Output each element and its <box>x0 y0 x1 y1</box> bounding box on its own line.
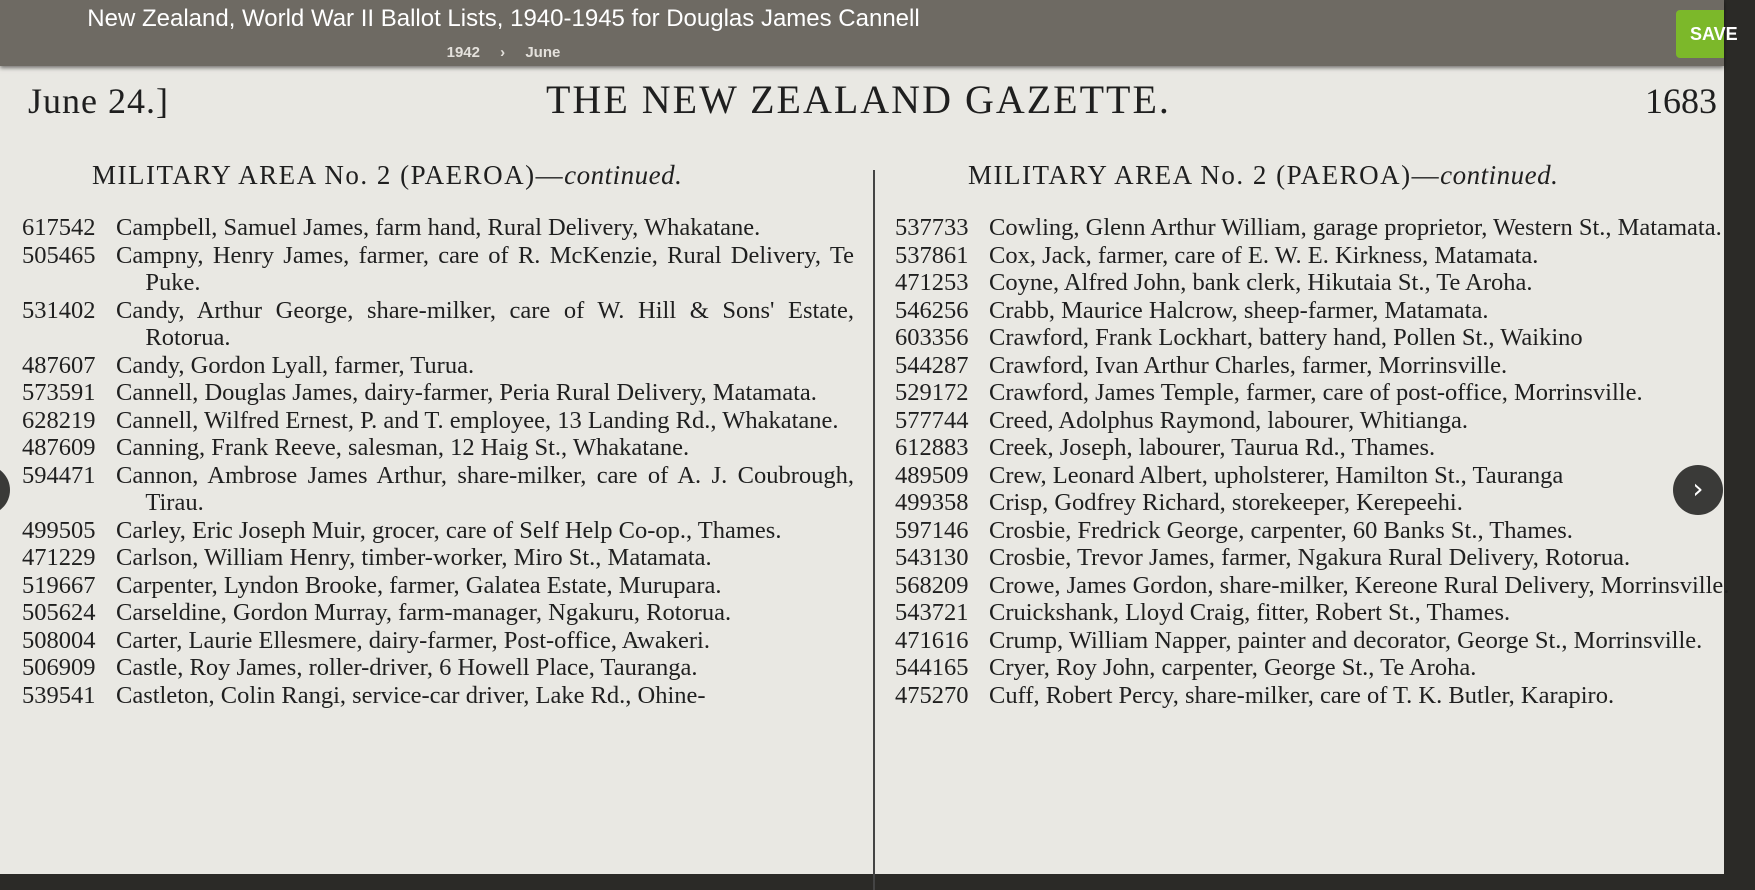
ballot-entry <box>895 544 1755 572</box>
record-header <box>0 0 1738 66</box>
ballot-number: 628219 <box>22 406 96 434</box>
ballot-details: Coyne, Alfred John, bank clerk, Hikutaia St., Te Aroha. <box>989 269 1533 296</box>
ballot-number: 475270 <box>895 681 969 709</box>
ballot-entry <box>895 462 1755 490</box>
ballot-entry <box>22 654 854 682</box>
ballot-number: 577744 <box>895 406 969 434</box>
ballot-number: 537733 <box>895 214 969 241</box>
ballot-entry <box>895 214 1755 242</box>
ballot-entry <box>22 214 854 242</box>
ballot-details: Carseldine, Gordon Murray, farm-manager, Ngakuru, Rotorua. <box>116 599 732 626</box>
ballot-number: 505465 <box>22 241 96 269</box>
ballot-details: Carpenter, Lyndon Brooke, farmer, Galatea Estate, Murupara. <box>116 571 722 599</box>
ballot-details: Crawford, James Temple, farmer, care of post-office, Morrinsville. <box>989 379 1643 406</box>
breadcrumb <box>0 44 1007 61</box>
ballot-entry <box>22 242 854 297</box>
ballot-details: Crisp, Godfrey Richard, storekeeper, Kerepeehi. <box>989 489 1463 516</box>
ballot-entry <box>895 517 1755 545</box>
ballot-entry <box>895 297 1755 325</box>
ballot-entry <box>895 599 1755 627</box>
ballot-entry <box>22 352 854 380</box>
ballot-number: 573591 <box>22 379 96 406</box>
left-column-heading <box>92 160 682 191</box>
ballot-entry <box>22 627 854 655</box>
breadcrumb-separator: › <box>500 44 506 61</box>
ballot-number: 471229 <box>22 544 96 571</box>
ballot-details: Creek, Joseph, labourer, Taurua Rd., Thames. <box>989 434 1436 461</box>
ballot-number: 603356 <box>895 324 969 351</box>
ballot-number: 597146 <box>895 516 969 544</box>
gazette-page-number: 1683 <box>1645 81 1717 121</box>
breadcrumb-month[interactable]: June <box>525 44 561 61</box>
ballot-details: Campbell, Samuel James, farm hand, Rural Delivery, Whakatane. <box>116 214 761 241</box>
ballot-number: 489509 <box>895 461 969 489</box>
ballot-details: Crawford, Ivan Arthur Charles, farmer, Morrinsville. <box>989 351 1508 379</box>
ballot-entry <box>22 682 854 710</box>
ballot-details: Carter, Laurie Ellesmere, dairy-farmer, Post-office, Awakeri. <box>116 626 710 654</box>
record-title: New Zealand, World War II Ballot Lists, 1940-1945 for Douglas James Cannell <box>87 5 920 32</box>
ballot-entry <box>895 324 1755 352</box>
ballot-number: 617542 <box>22 214 96 241</box>
save-button[interactable]: SAVE <box>1676 10 1724 58</box>
right-heading-italic: continued. <box>1440 160 1559 190</box>
ballot-details: Candy, Arthur George, share-milker, care of W. Hill & Sons' Estate, Rotorua. <box>116 296 854 351</box>
ballot-number: 471616 <box>895 626 969 654</box>
ballot-details: Crowe, James Gordon, share-milker, Kereone Rural Delivery, Morrinsville. <box>989 571 1730 599</box>
ballot-entry <box>22 544 854 572</box>
ballot-number: 544165 <box>895 654 969 681</box>
ballot-number: 499505 <box>22 516 96 544</box>
ballot-entry <box>895 352 1755 380</box>
ballot-number: 508004 <box>22 626 96 654</box>
ballot-number: 594471 <box>22 461 96 489</box>
left-heading-italic: continued. <box>564 160 683 190</box>
ballot-entry <box>895 242 1755 270</box>
ballot-details: Crosbie, Trevor James, farmer, Ngakura Rural Delivery, Rotorua. <box>989 544 1631 571</box>
ballot-details: Cryer, Roy John, carpenter, George St., Te Aroha. <box>989 654 1477 681</box>
ballot-number: 487609 <box>22 434 96 461</box>
left-column-entries <box>22 214 854 709</box>
ballot-number: 612883 <box>895 434 969 461</box>
next-page-button[interactable] <box>1673 465 1723 515</box>
ballot-entry <box>895 407 1755 435</box>
ballot-details: Creed, Adolphus Raymond, labourer, Whitianga. <box>989 406 1468 434</box>
ballot-details: Cox, Jack, farmer, care of E. W. E. Kirkness, Matamata. <box>989 241 1539 269</box>
ballot-entry <box>895 627 1755 655</box>
ballot-entry <box>22 297 854 352</box>
document-image-viewer[interactable] <box>0 66 1730 874</box>
right-column-entries <box>895 214 1755 709</box>
ballot-entry <box>22 599 854 627</box>
ballot-details: Campny, Henry James, farmer, care of R. McKenzie, Rural Delivery, Te Puke. <box>116 241 854 296</box>
ballot-details: Cruickshank, Lloyd Craig, fitter, Robert St., Thames. <box>989 599 1511 626</box>
ballot-entry <box>895 434 1755 462</box>
ballot-number: 546256 <box>895 296 969 324</box>
ballot-details: Carley, Eric Joseph Muir, grocer, care of Self Help Co-op., Thames. <box>116 516 782 544</box>
ballot-entry <box>22 379 854 407</box>
gazette-title: THE NEW ZEALAND GAZETTE. <box>546 77 1171 122</box>
ballot-entry <box>895 654 1755 682</box>
breadcrumb-year[interactable]: 1942 <box>446 44 480 61</box>
ballot-details: Crabb, Maurice Halcrow, sheep-farmer, Matamata. <box>989 296 1489 324</box>
ballot-entry <box>895 379 1755 407</box>
chevron-right-icon: › <box>1692 472 1704 505</box>
right-heading-text: MILITARY AREA No. 2 (PAEROA)— <box>968 160 1441 190</box>
ballot-number: 531402 <box>22 296 96 324</box>
ballot-number: 487607 <box>22 351 96 379</box>
gazette-date: June 24.] <box>28 81 169 121</box>
right-column-heading <box>968 160 1558 191</box>
ballot-number: 505624 <box>22 599 96 626</box>
ballot-number: 499358 <box>895 489 969 516</box>
ballot-details: Cuff, Robert Percy, share-milker, care of T. K. Butler, Karapiro. <box>989 681 1615 709</box>
column-divider <box>873 170 875 890</box>
ballot-entry <box>895 269 1755 297</box>
ballot-details: Crosbie, Fredrick George, carpenter, 60 Banks St., Thames. <box>989 516 1573 544</box>
ballot-number: 471253 <box>895 269 969 296</box>
ballot-details: Canning, Frank Reeve, salesman, 12 Haig St., Whakatane. <box>116 434 690 461</box>
ballot-details: Carlson, William Henry, timber-worker, Miro St., Matamata. <box>116 544 712 571</box>
ballot-details: Castle, Roy James, roller-driver, 6 Howell Place, Tauranga. <box>116 654 698 681</box>
ballot-details: Cannell, Douglas James, dairy-farmer, Peria Rural Delivery, Matamata. <box>116 379 817 406</box>
ballot-details: Castleton, Colin Rangi, service-car driver, Lake Rd., Ohine- <box>116 681 706 709</box>
ballot-details: Candy, Gordon Lyall, farmer, Turua. <box>116 351 475 379</box>
ballot-details: Crawford, Frank Lockhart, battery hand, Pollen St., Waikino <box>989 324 1583 351</box>
ballot-number: 537861 <box>895 241 969 269</box>
ballot-details: Cowling, Glenn Arthur William, garage proprietor, Western St., Matamata. <box>989 214 1722 241</box>
ballot-number: 543721 <box>895 599 969 626</box>
left-heading-text: MILITARY AREA No. 2 (PAEROA)— <box>92 160 565 190</box>
ballot-details: Crew, Leonard Albert, upholsterer, Hamilton St., Tauranga <box>989 461 1564 489</box>
ballot-entry <box>22 517 854 545</box>
ballot-entry <box>22 572 854 600</box>
ballot-entry <box>22 462 854 517</box>
ballot-number: 519667 <box>22 571 96 599</box>
ballot-number: 529172 <box>895 379 969 406</box>
ballot-entry <box>22 434 854 462</box>
ballot-entry <box>895 682 1755 710</box>
ballot-number: 543130 <box>895 544 969 571</box>
ballot-details: Cannon, Ambrose James Arthur, share-milker, care of A. J. Coubrough, Tirau. <box>116 461 854 516</box>
ballot-number: 568209 <box>895 571 969 599</box>
ballot-details: Cannell, Wilfred Ernest, P. and T. employee, 13 Landing Rd., Whakatane. <box>116 406 839 434</box>
ballot-entry <box>895 572 1755 600</box>
ballot-details: Crump, William Napper, painter and decorator, George St., Morrinsville. <box>989 626 1703 654</box>
ballot-entry <box>895 489 1755 517</box>
ballot-number: 539541 <box>22 681 96 709</box>
ballot-number: 544287 <box>895 351 969 379</box>
ballot-number: 506909 <box>22 654 96 681</box>
ballot-entry <box>22 407 854 435</box>
